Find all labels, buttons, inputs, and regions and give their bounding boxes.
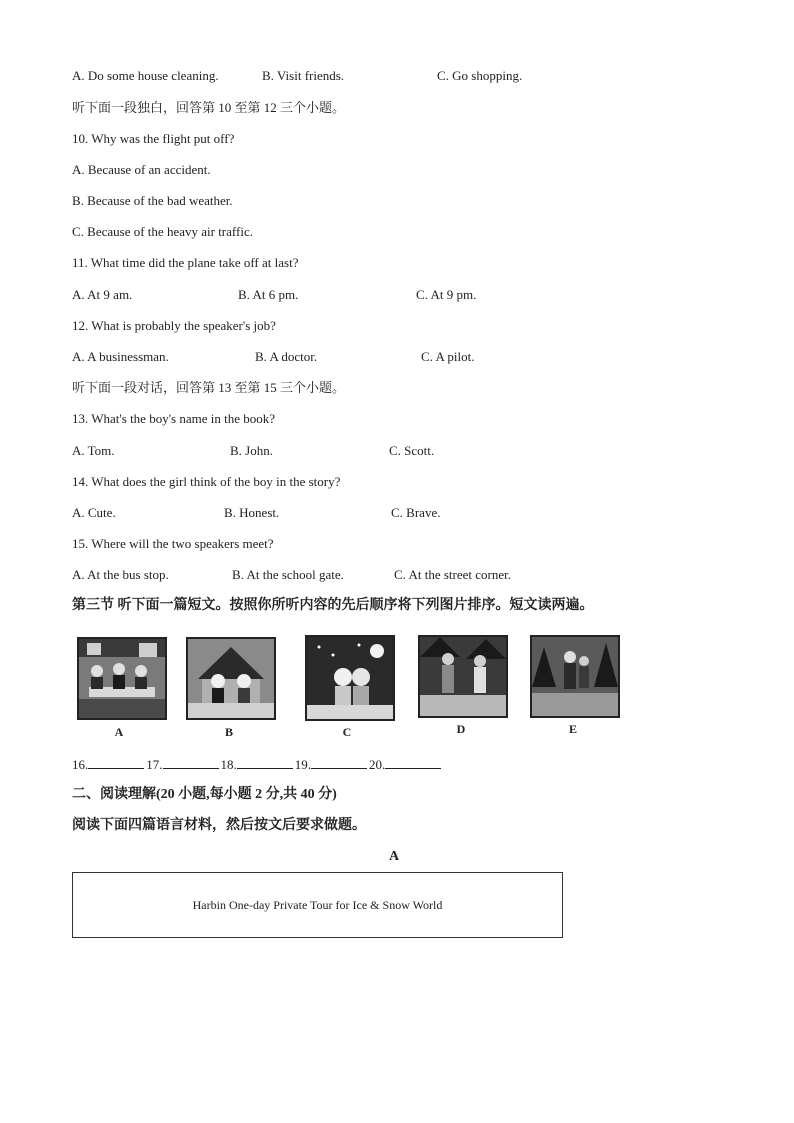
q11-option-c: C. At 9 pm. (416, 287, 477, 302)
picture-b-children-house (186, 637, 276, 720)
q13-question: 13. What's the boy's name in the book? (72, 411, 276, 426)
blank-19-label: 19. (294, 757, 311, 772)
q12-option-c: C. A pilot. (421, 349, 475, 364)
q12-option-a: A. A businessman. (72, 349, 169, 364)
q14-option-c: C. Brave. (391, 505, 441, 520)
q15-option-b: B. At the school gate. (232, 567, 344, 582)
picture-label-d: D (456, 722, 466, 736)
blank-20-line[interactable] (385, 756, 441, 769)
picture-label-b: B (224, 725, 233, 739)
blank-18-label: 18. (220, 757, 237, 772)
q13-option-b: B. John. (230, 443, 273, 458)
q9-option-b: B. Visit friends. (262, 68, 345, 83)
dialogue-instruction: 听下面一段对话，回答第 13 至第 15 三个小题。 (72, 380, 346, 395)
part2-instruction: 阅读下面四篇语言材料，然后按文后要求做题。 (72, 818, 366, 833)
q14-question: 14. What does the girl think of the boy in the story? (72, 474, 341, 489)
blank-19-line[interactable] (311, 756, 367, 769)
q10-option-b: B. Because of the bad weather. (72, 193, 233, 208)
picture-c-kids-night (305, 635, 395, 721)
q13-option-c: C. Scott. (389, 443, 435, 458)
passage-label: A (389, 849, 400, 864)
q15-option-c: C. At the street corner. (394, 567, 511, 582)
tour-title: Harbin One-day Private Tour for Ice & Snow World (192, 897, 443, 912)
q11-option-a: A. At 9 am. (72, 287, 133, 302)
q12-question: 12. What is probably the speaker's job? (72, 318, 276, 333)
picture-label-c: C (342, 725, 352, 739)
q15-option-a: A. At the bus stop. (72, 567, 169, 582)
blank-16-label: 16. (72, 757, 89, 772)
q14-option-b: B. Honest. (224, 505, 280, 520)
blank-17-line[interactable] (163, 756, 219, 769)
q13-option-a: A. Tom. (72, 443, 115, 458)
part2-title: 二、阅读理解(20 小题,每小题 2 分,共 40 分) (72, 787, 337, 802)
q10-question: 10. Why was the flight put off? (72, 131, 235, 146)
picture-e-walkers-forest (530, 635, 620, 718)
picture-d-men-outdoors (418, 635, 508, 718)
blank-16-line[interactable] (88, 756, 144, 769)
blank-20-label: 20. (369, 757, 386, 772)
answer-blanks (72, 756, 443, 773)
monologue-instruction: 听下面一段独白，回答第 10 至第 12 三个小题。 (72, 100, 346, 115)
picture-label-a: A (114, 725, 124, 739)
q15-question: 15. Where will the two speakers meet? (72, 536, 274, 551)
picture-label-e: E (568, 722, 577, 736)
q11-option-b: B. At 6 pm. (238, 287, 299, 302)
q9-option-a: A. Do some house cleaning. (72, 68, 219, 83)
picture-a-family-dinner (77, 637, 167, 720)
q10-option-c: C. Because of the heavy air traffic. (72, 224, 253, 239)
q11-question: 11. What time did the plane take off at last? (72, 255, 299, 270)
q14-option-a: A. Cute. (72, 505, 116, 520)
q12-option-b: B. A doctor. (255, 349, 318, 364)
tour-title-box (72, 872, 563, 938)
q10-option-a: A. Because of an accident. (72, 162, 211, 177)
section3-title: 第三节 听下面一篇短文。按照你所听内容的先后顺序将下列图片排序。短文读两遍。 (72, 598, 594, 613)
q9-option-c: C. Go shopping. (437, 68, 523, 83)
blank-17-label: 17. (146, 757, 163, 772)
blank-18-line[interactable] (237, 756, 293, 769)
